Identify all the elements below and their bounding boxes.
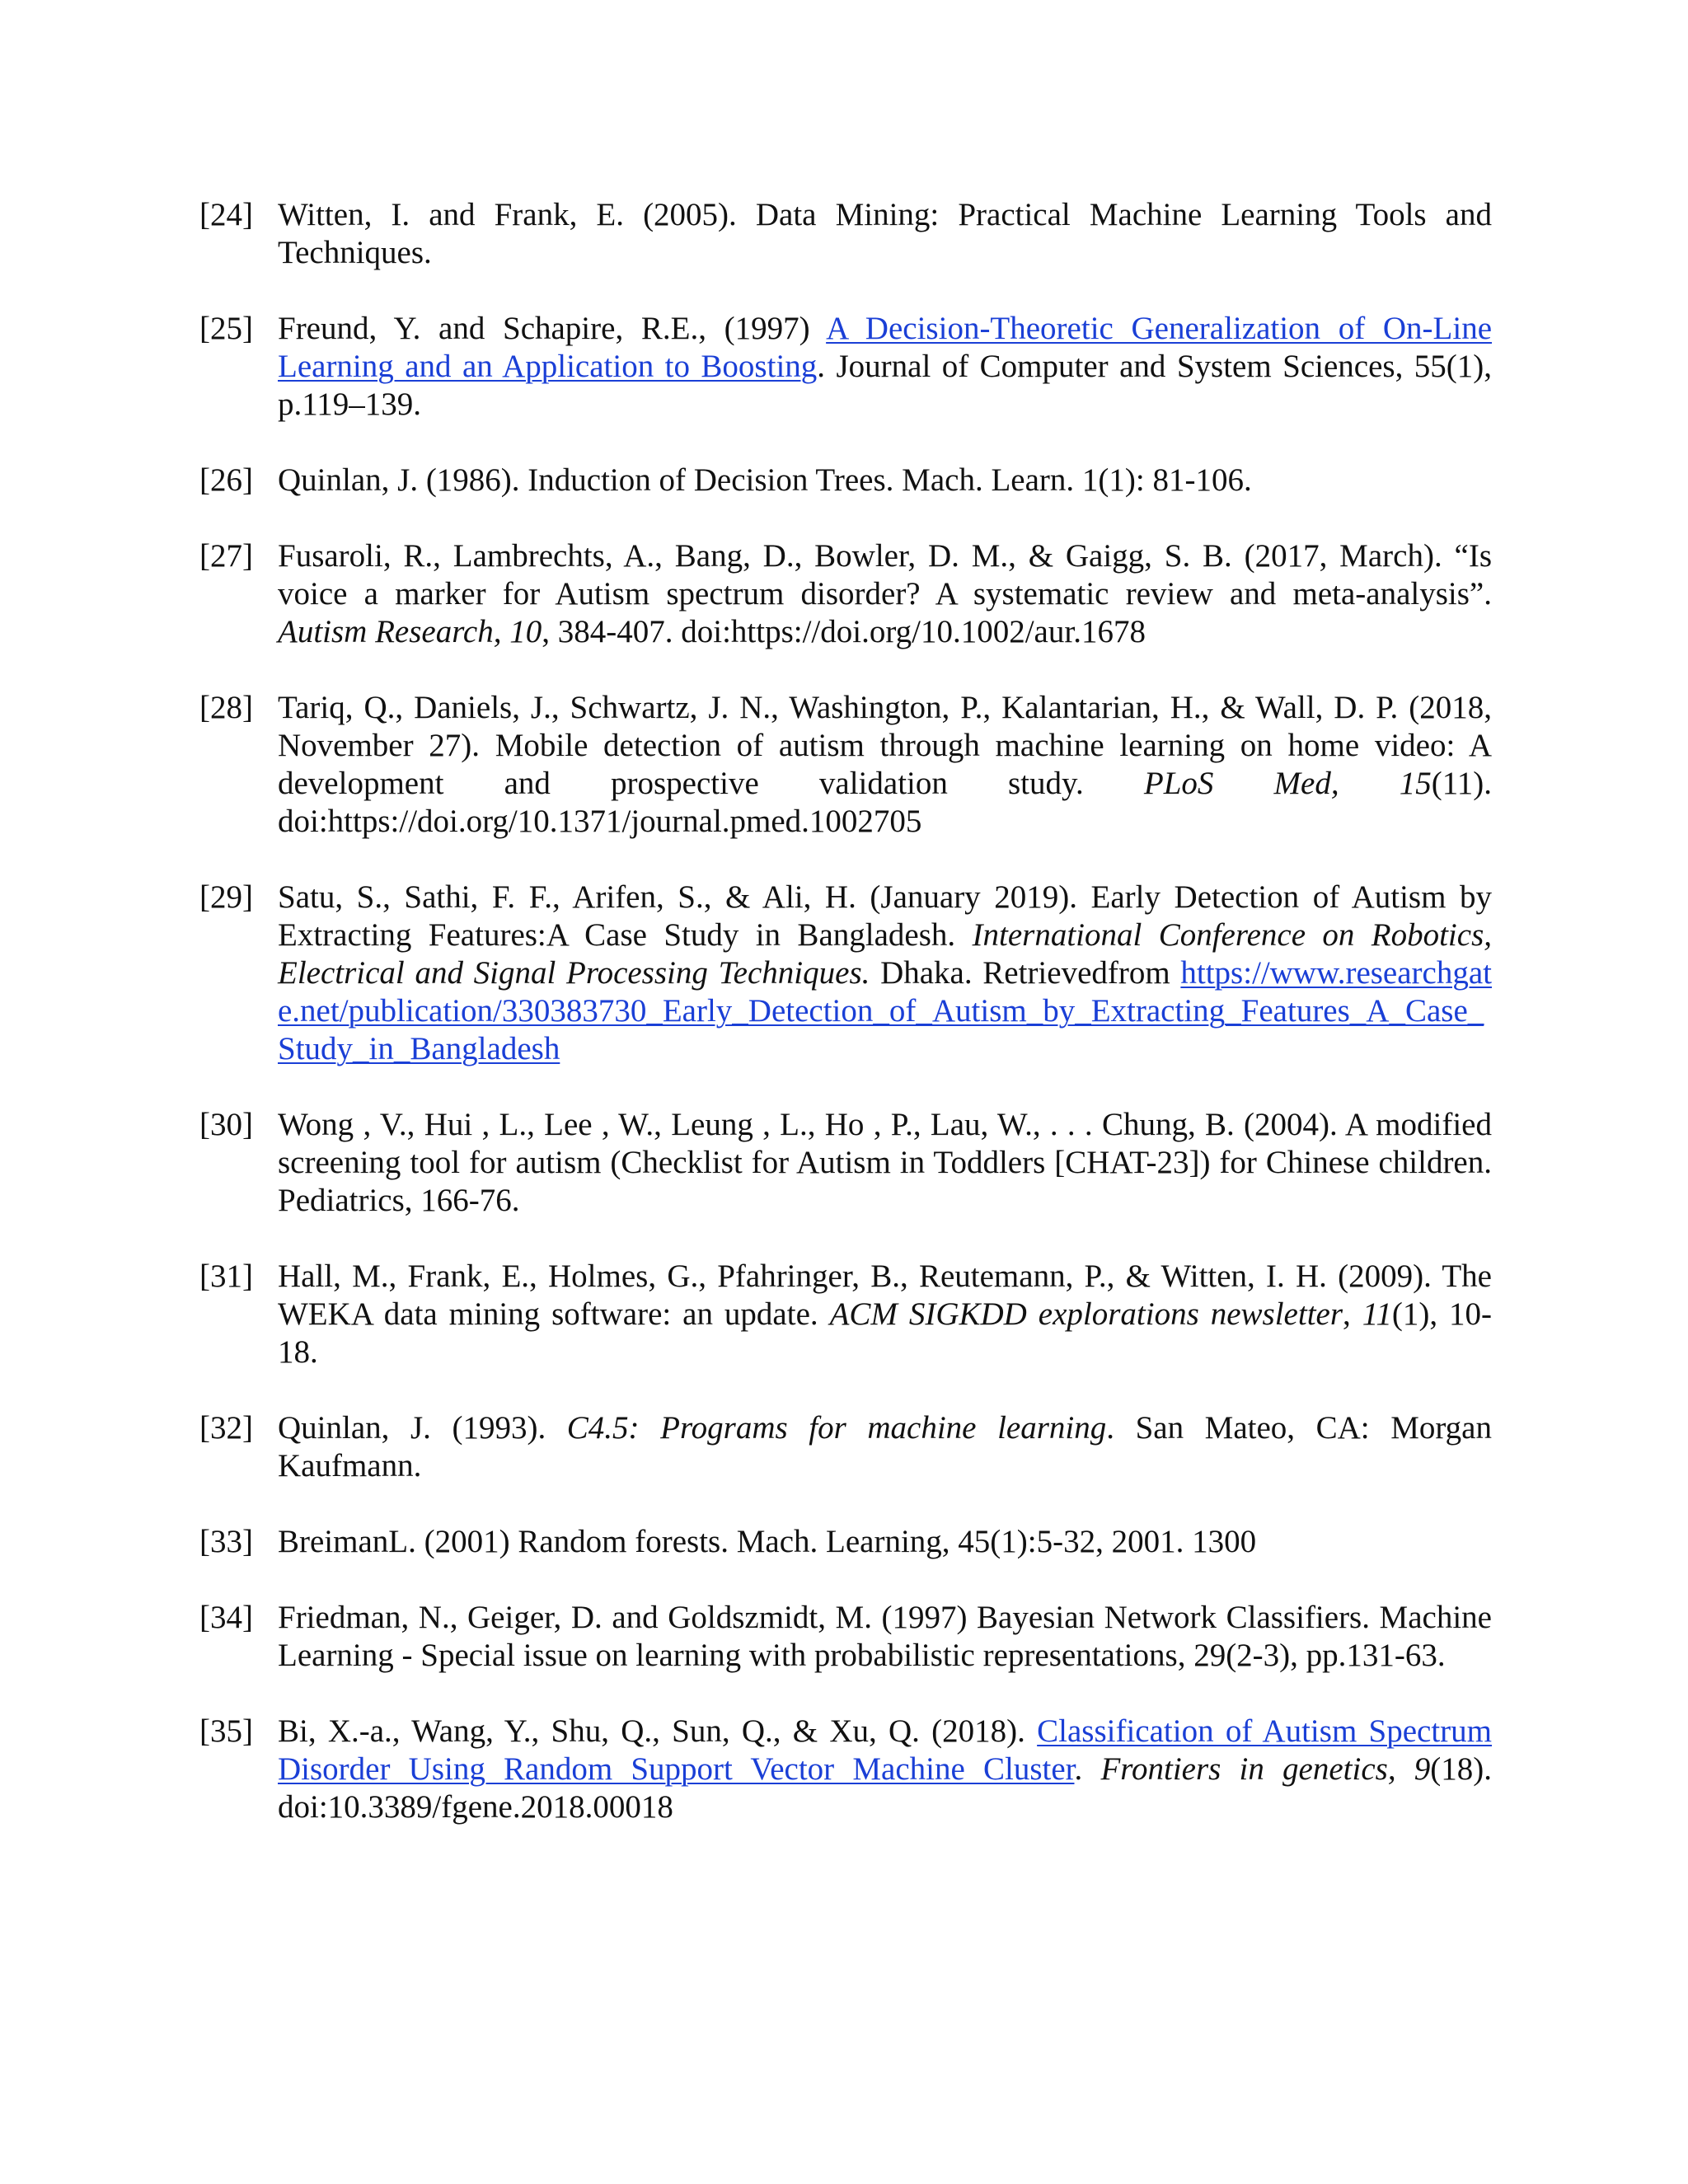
reference-authors: Bi, X.-a., Wang, Y., Shu, Q., Sun, Q., & Xu, Q. (2018). <box>278 1713 1038 1749</box>
reference-30 <box>199 1106 1492 1220</box>
reference-pages-doi: (11). doi:https://doi.org/10.1371/journal.pmed.1002705 <box>278 766 1492 839</box>
reference-text <box>278 689 1492 841</box>
reference-number: [25] <box>199 311 253 346</box>
reference-text <box>278 1713 1492 1826</box>
reference-journal: Autism Research, 10 <box>278 614 542 649</box>
reference-text: BreimanL. (2001) Random forests. Mach. Learning, 45(1):5-32, 2001. 1300 <box>278 1524 1257 1559</box>
reference-26 <box>199 462 1492 499</box>
reference-number: [24] <box>199 197 253 232</box>
reference-journal: ACM SIGKDD explorations newsletter <box>829 1296 1343 1332</box>
reference-28 <box>199 689 1492 841</box>
reference-number: [32] <box>199 1410 253 1446</box>
reference-conference: International Conference on Robotics, Electrical and Signal Processing Techniques. <box>278 917 1492 991</box>
reference-text: Quinlan, J. (1986). Induction of Decision Trees. Mach. Learn. 1(1): 81-106. <box>278 462 1252 498</box>
reference-authors-title: Fusaroli, R., Lambrechts, A., Bang, D., Bowler, D. M., & Gaigg, S. B. (2017, March). “Is voice a marker for Autism spectrum disorder? A systematic review and meta-analysis”. <box>278 538 1492 612</box>
reference-32 <box>199 1409 1492 1485</box>
reference-34 <box>199 1599 1492 1675</box>
reference-separator: , <box>1343 1296 1362 1332</box>
reference-pages: (1), 10-18. <box>278 1296 1493 1370</box>
reference-book-title: C4.5: Programs for machine learning <box>566 1410 1107 1446</box>
reference-29 <box>199 879 1492 1068</box>
reference-title-link[interactable]: Classification of Autism Spectrum Disorder Using Random Support Vector Machine Cluster <box>278 1713 1493 1787</box>
reference-number: [34] <box>199 1600 253 1635</box>
reference-25 <box>199 310 1492 424</box>
reference-24 <box>199 196 1492 272</box>
reference-source: . Journal of Computer and System Sciences, 55(1), p.119–139. <box>278 349 1492 422</box>
reference-27 <box>199 537 1492 651</box>
reference-number: [31] <box>199 1258 253 1294</box>
reference-33 <box>199 1523 1492 1561</box>
reference-number: [28] <box>199 690 253 725</box>
reference-publisher: . San Mateo, CA: Morgan Kaufmann. <box>278 1410 1492 1483</box>
reference-journal: PLoS Med, 15 <box>1143 766 1432 801</box>
reference-text: Wong , V., Hui , L., Lee , W., Leung , L., Ho , P., Lau, W., . . . Chung, B. (2004). A modified screening tool for autism (Checklist for Autism in Toddlers [CHAT-23]) for Chinese children. Pediatrics, 166-76. <box>278 1107 1492 1218</box>
reference-list <box>199 196 1492 1864</box>
reference-pages-doi: , 384-407. doi:https://doi.org/10.1002/aur.1678 <box>542 614 1146 649</box>
reference-number: [33] <box>199 1524 253 1559</box>
reference-authors: Freund, Y. and Schapire, R.E., (1997) <box>278 311 827 346</box>
reference-text <box>278 1409 1492 1485</box>
reference-35 <box>199 1713 1492 1826</box>
reference-authors-title: Tariq, Q., Daniels, J., Schwartz, J. N., Washington, P., Kalantarian, H., & Wall, D. P. (2018, November 27). Mobile detection of autism through machine learning on home video: A development and prospective validation study. <box>278 690 1492 801</box>
reference-authors: Quinlan, J. (1993). <box>278 1410 567 1446</box>
reference-separator: . <box>1074 1751 1101 1787</box>
reference-number: [29] <box>199 879 253 915</box>
reference-url-link[interactable]: https://www.researchgate.net/publication/330383730_Early_Detection_of_Autism_by_Extracting_Features_A_Case_Study_in_Bangladesh <box>278 955 1492 1066</box>
reference-authors-title: Hall, M., Frank, E., Holmes, G., Pfahringer, B., Reutemann, P., & Witten, I. H. (2009). The WEKA data mining software: an update. <box>278 1258 1492 1332</box>
reference-number: [35] <box>199 1713 253 1749</box>
reference-text <box>278 879 1492 1068</box>
reference-title-link[interactable]: A Decision-Theoretic Generalization of On-Line Learning and an Application to Boosting <box>278 311 1493 384</box>
reference-text <box>278 1258 1492 1371</box>
reference-number: [30] <box>199 1107 253 1142</box>
reference-text: Friedman, N., Geiger, D. and Goldszmidt, M. (1997) Bayesian Network Classifiers. Machine Learning - Special issue on learning with probabilistic representations, 29(2-3), pp.131-63. <box>278 1600 1492 1673</box>
reference-text <box>278 537 1492 651</box>
reference-number: [26] <box>199 462 253 498</box>
reference-31 <box>199 1258 1492 1371</box>
reference-number: [27] <box>199 538 253 574</box>
reference-authors-title: Satu, S., Sathi, F. F., Arifen, S., & Ali, H. (January 2019). Early Detection of Autism by Extracting Features:A Case Study in Bangladesh. <box>278 879 1492 953</box>
reference-doi: (18). doi:10.3389/fgene.2018.00018 <box>278 1751 1492 1825</box>
reference-journal: Frontiers in genetics, 9 <box>1100 1751 1431 1787</box>
reference-location: Dhaka. Retrievedfrom <box>870 955 1181 991</box>
reference-volume: 11 <box>1362 1296 1392 1332</box>
reference-text <box>278 310 1492 424</box>
reference-text: Witten, I. and Frank, E. (2005). Data Mining: Practical Machine Learning Tools and Techniques. <box>278 197 1492 270</box>
